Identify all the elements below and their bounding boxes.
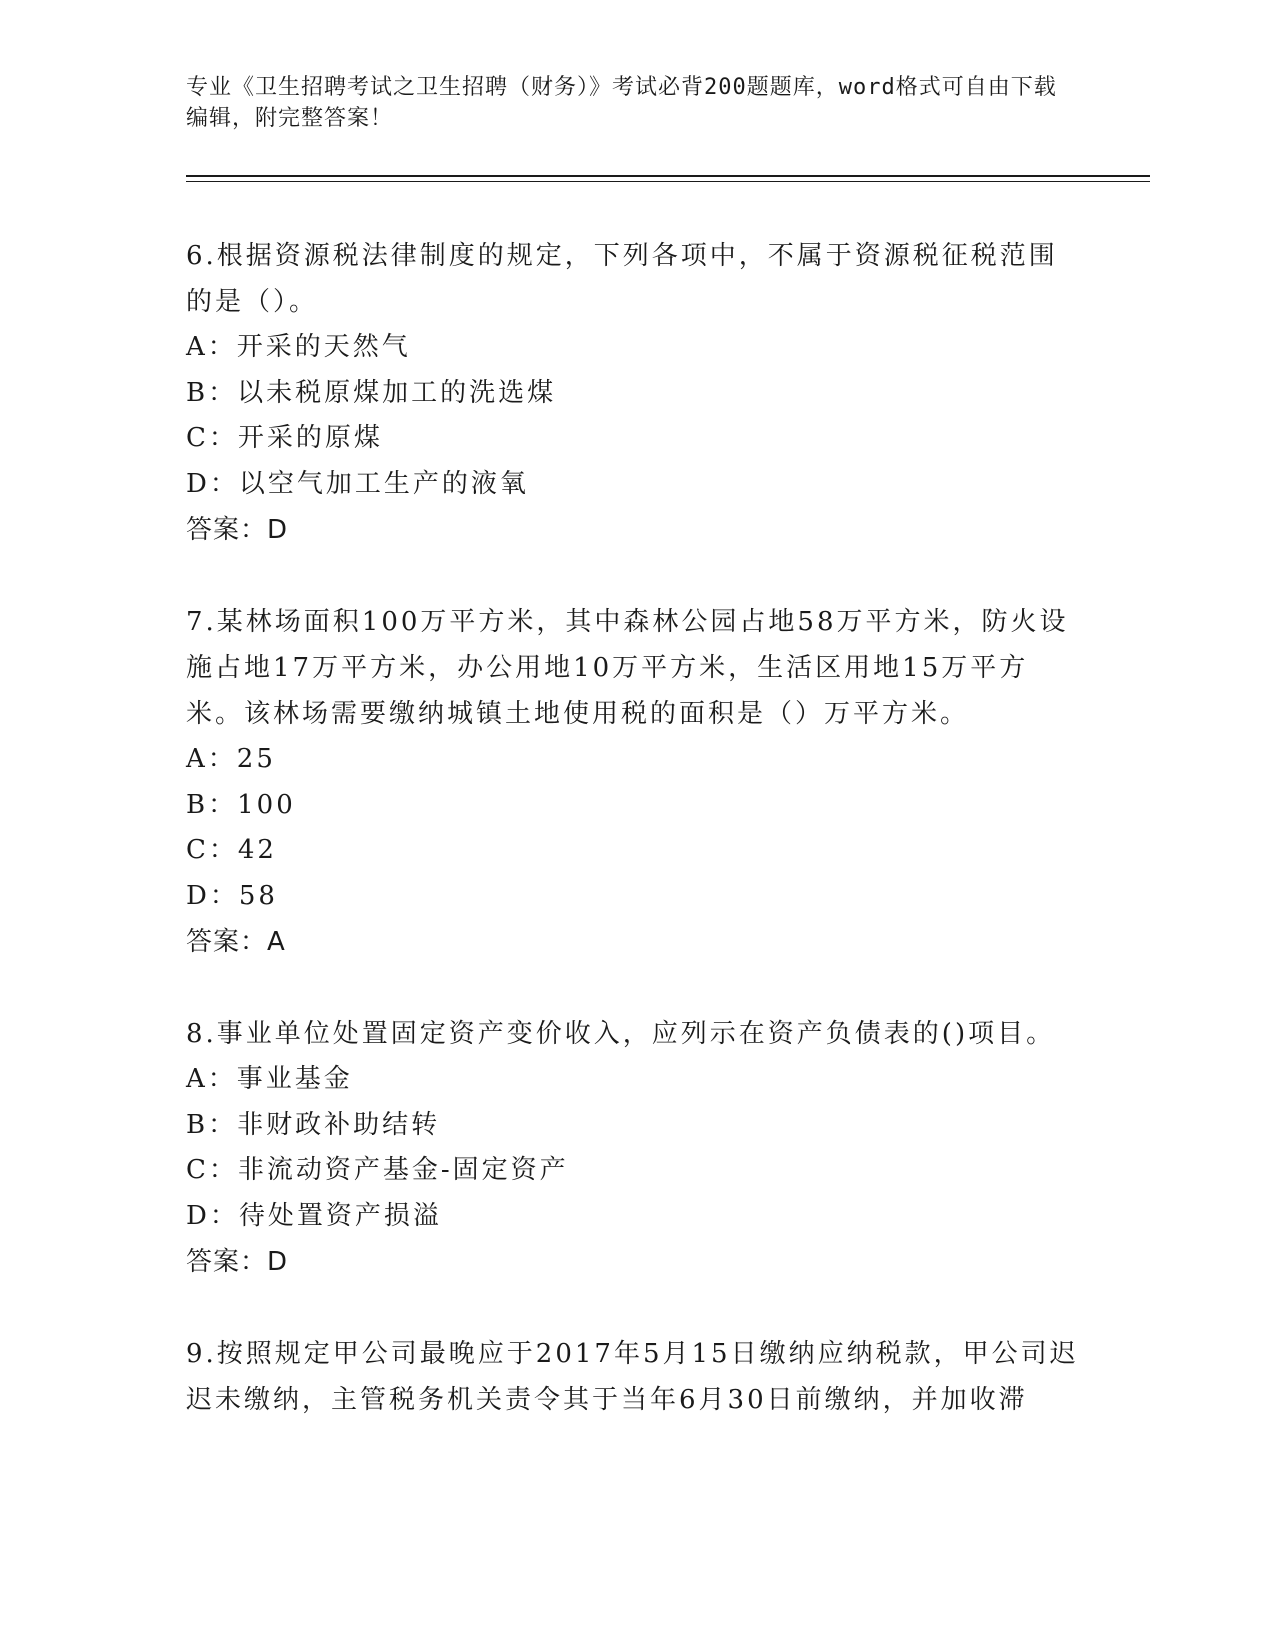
question-8 <box>186 1011 1086 1285</box>
document-header: 专业《卫生招聘考试之卫生招聘（财务）》考试必背200题题库，word格式可自由下载编辑，附完整答案！ <box>186 75 1057 131</box>
option-a: A：事业基金 <box>186 1064 353 1094</box>
question-stem: 7.某林场面积100万平方米，其中森林公园占地58万平方米，防火设施占地17万平方米，办公用地10万平方米，生活区用地15万平方米。该林场需要缴纳城镇土地使用税的面积是（）万平方米。 <box>186 607 1069 729</box>
option-d: D：以空气加工生产的液氧 <box>186 468 529 499</box>
header-divider-thick <box>186 175 1150 177</box>
option-c: C：42 <box>186 835 277 865</box>
question-stem: 9.按照规定甲公司最晚应于2017年5月15日缴纳应纳税款，甲公司迟迟未缴纳，主管税务机关责令其于当年6月30日前缴纳，并加收滞 <box>186 1339 1079 1415</box>
option-d: D：58 <box>186 880 278 911</box>
question-stem: 6.根据资源税法律制度的规定，下列各项中，不属于资源税征税范围的是（）。 <box>186 241 1058 317</box>
option-b: B：以未税原煤加工的洗选煤 <box>186 377 557 408</box>
option-c: C：非流动资产基金-固定资产 <box>186 1155 569 1185</box>
option-a: A：25 <box>186 744 276 774</box>
answer-line: 答案：D <box>186 515 289 545</box>
option-d: D：待处置资产损溢 <box>186 1200 442 1231</box>
option-b: B：非财政补助结转 <box>186 1109 441 1140</box>
answer-line: 答案：A <box>186 927 286 957</box>
answer-line: 答案：D <box>186 1247 289 1277</box>
option-b: B：100 <box>186 789 296 820</box>
question-7 <box>186 599 1086 965</box>
question-stem: 8.事业单位处置固定资产变价收入，应列示在资产负债表的()项目。 <box>186 1019 1056 1049</box>
option-c: C：开采的原煤 <box>186 423 383 453</box>
option-a: A：开采的天然气 <box>186 332 411 362</box>
question-9 <box>186 1331 1086 1423</box>
question-6 <box>186 233 1086 553</box>
header-divider-thin <box>186 181 1150 182</box>
question-list <box>186 233 1086 1469</box>
